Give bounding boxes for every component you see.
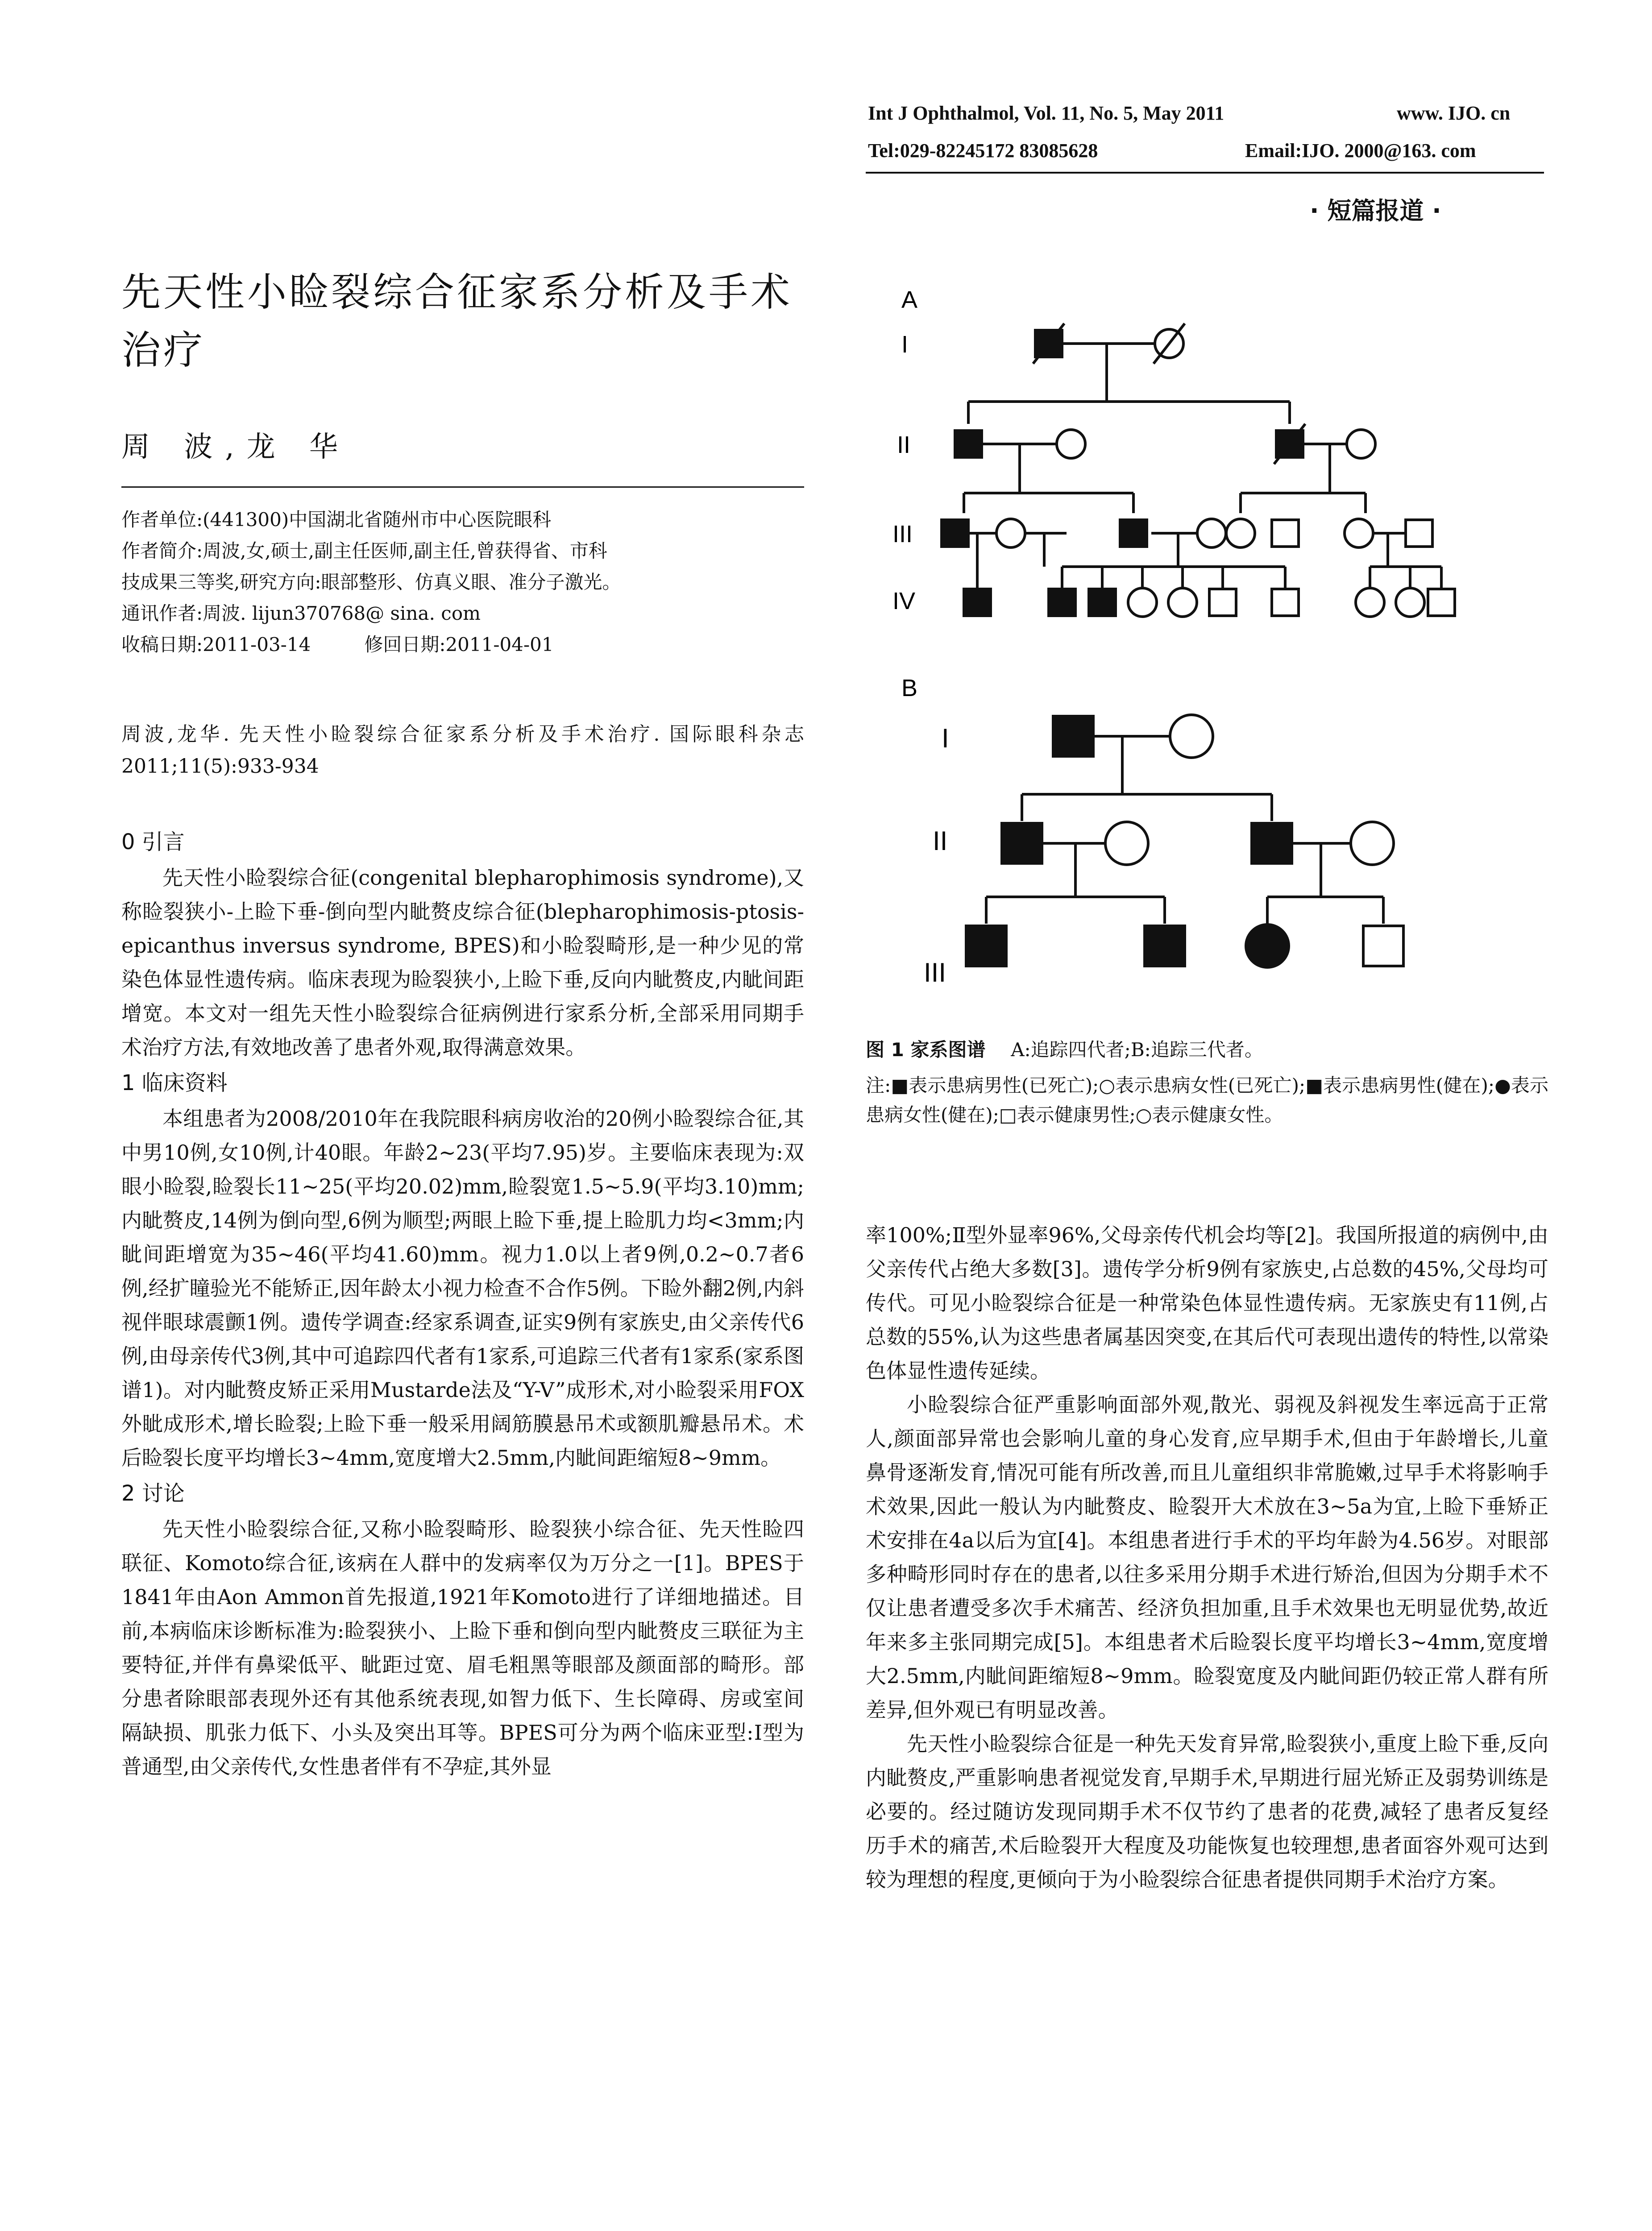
section-tag: · 短篇报道 ·: [1310, 197, 1441, 225]
a2-healthy-female-2: [1347, 430, 1375, 458]
right-paragraph-2: 先天性小睑裂综合征是一种先天发育异常,睑裂狭小,重度上睑下垂,反向内眦赘皮,严重影响患者视觉发育,早期手术,早期进行屈光矫正及弱势训练是必要的。经过随访发现同期手术不仅节约了患者的花费,减轻了患者反复经历手术的痛苦,术后睑裂开大程度及功能恢复也较理想,患者面容外观可达到较为理想的程度,更倾向于为小睑裂综合征患者提供同期手术治疗方案。: [866, 1732, 1548, 1891]
a3-healthy-male-2: [1406, 520, 1432, 547]
a3-affected-male-2: [1120, 520, 1147, 547]
clinical-heading: 1 临床资料: [121, 1070, 228, 1095]
affiliation: 作者单位:(441300)中国湖北省随州市中心医院眼科: [121, 509, 552, 531]
header-rule: [866, 172, 1544, 174]
left-column: [121, 823, 804, 1783]
b3-affected-male-2: [1145, 926, 1185, 966]
a2-healthy-female: [1057, 430, 1085, 458]
b3-affected-male-1: [966, 926, 1006, 966]
pedigree-a-gen-3: III: [892, 521, 913, 547]
author-info: [121, 504, 621, 660]
revised-date: 修回日期:2011-04-01: [364, 634, 554, 655]
a3-healthy-female-1: [996, 519, 1025, 547]
a4-healthy-male-1: [1209, 589, 1236, 616]
a4-affected-male-1: [964, 589, 991, 616]
b3-healthy-male: [1363, 926, 1403, 966]
intro-heading: 0 引言: [121, 829, 185, 854]
a4-affected-male-2: [1049, 589, 1075, 616]
pedigree-figure: [875, 268, 1526, 1022]
right-paragraph-0: 率100%;Ⅱ型外显率96%,父母亲传代机会均等[2]。我国所报道的病例中,由父亲传代占绝大多数[3]。遗传学分析9例有家族史,占总数的45%,父母均可传代。可见小睑裂综合征是一种常染色体显性遗传病。无家族史有11例,占总数的55%,认为这些患者属基因突变,在其后代可表现出遗传的特性,以常染色体显性遗传延续。: [866, 1223, 1548, 1383]
figure-caption: [866, 1035, 1548, 1065]
right-paragraph-1: 小睑裂综合征严重影响面部外观,散光、弱视及斜视发生率远高于正常人,颜面部异常也会影响儿童的身心发育,应早期手术,但由于年龄增长,儿童鼻骨逐渐发育,情况可能有所改善,而且儿童组织非常脆嫩,过早手术将影响手术效果,因此一般认为内眦赘皮、睑裂开大术放在3~5a为宜,上睑下垂矫正术安排在4a以后为宜[4]。本组患者进行手术的平均年龄为4.56岁。对眼部多种畸形同时存在的患者,以往多采用分期手术进行矫治,但因为分期手术不仅让患者遭受多次手术痛苦、经济负担加重,且手术效果也无明显优势,故近年来多主张同期完成[5]。本组患者术后睑裂长度平均增长3~4mm,宽度增大2.5mm,内眦间距缩短8~9mm。睑裂宽度及内眦间距仍较正常人群有所差异,但外观已有明显改善。: [866, 1393, 1548, 1722]
journal-email: Email:IJO. 2000@163. com: [1245, 140, 1476, 162]
pedigree-b-gen-1: I: [942, 723, 949, 753]
a3-healthy-male-1: [1272, 520, 1299, 547]
b2-healthy-female-1: [1105, 822, 1148, 865]
discussion-heading: 2 讨论: [121, 1481, 185, 1506]
b2-healthy-female-2: [1351, 822, 1394, 865]
figure-caption-label: 图 1 家系图谱: [866, 1039, 986, 1061]
author-bio-line1: 作者简介:周波,女,硕士,副主任医师,副主任,曾获得省、市科: [121, 540, 607, 562]
pedigree-b-gen-2: II: [933, 826, 948, 856]
article-title: 先天性小睑裂综合征家系分析及手术治疗: [121, 269, 793, 373]
panel-a-label: A: [901, 286, 918, 313]
b2-affected-male-2: [1252, 823, 1292, 863]
pedigree-a-gen-1: I: [901, 331, 909, 358]
citation: 周波,龙华. 先天性小睑裂综合征家系分析及手术治疗. 国际眼科杂志 2011;11(5):933-934: [121, 723, 804, 778]
corresponding-author: 通讯作者:周波. lijun370768@ sina. com: [121, 602, 481, 624]
intro-paragraph: 先天性小睑裂综合征(congenital blepharophimosis syndrome),又称睑裂狭小-上睑下垂-倒向型内眦赘皮综合征(blepharophimosis-ptosis-epicanthus inversus syndrome, BPES)和小睑裂畸形,是一种少见的常染色体显性遗传病。临床表现为睑裂狭小,上睑下垂,反向内眦赘皮,内眦间距增宽。本文对一组先天性小睑裂综合征病例进行家系分析,全部采用同期手术治疗方法,有效地改善了患者外观,取得满意效果。: [121, 866, 804, 1059]
b3-affected-female: [1246, 925, 1289, 967]
a4-healthy-female-1: [1128, 588, 1157, 617]
a4-healthy-female-4: [1396, 588, 1424, 617]
b2-affected-male-1: [1002, 823, 1042, 863]
a3-healthy-female-3: [1226, 519, 1255, 547]
dates: [121, 629, 621, 660]
received-date: 收稿日期:2011-03-14: [121, 634, 311, 655]
a4-healthy-female-3: [1356, 588, 1384, 617]
figure-note: 注:■表示患病男性(已死亡);○表示患病女性(已死亡);■表示患病男性(健在);●表示患病女性(健在);□表示健康男性;○表示健康女性。: [866, 1074, 1548, 1126]
a4-affected-male-3: [1089, 589, 1116, 616]
journal-website: www. IJO. cn: [1397, 102, 1511, 124]
figure-caption-text: A:追踪四代者;B:追踪三代者。: [1011, 1039, 1263, 1061]
a3-healthy-female-2: [1197, 519, 1226, 547]
right-column: [866, 1218, 1548, 1896]
title-rule: [121, 486, 804, 488]
pedigree-a-gen-2: II: [897, 431, 911, 458]
a3-healthy-female-4: [1345, 519, 1373, 547]
author-bio-line2: 技成果三等奖,研究方向:眼部整形、仿真义眼、准分子激光。: [121, 571, 621, 593]
b1-affected-male: [1053, 716, 1093, 756]
a4-healthy-male-3: [1428, 589, 1455, 616]
a2-affected-male: [955, 431, 982, 457]
pedigree-a-gen-4: IV: [892, 588, 916, 614]
a4-healthy-male-2: [1272, 589, 1299, 616]
journal-citation-header: Int J Ophthalmol, Vol. 11, No. 5, May 2011: [868, 102, 1224, 124]
discussion-paragraph: 先天性小睑裂综合征,又称小睑裂畸形、睑裂狭小综合征、先天性睑四联征、Komoto综合征,该病在人群中的发病率仅为万分之一[1]。BPES于1841年由Aon Ammon首先报道,1921年Komoto进行了详细地描述。目前,本病临床诊断标准为:睑裂狭小、上睑下垂和倒向型内眦赘皮三联征为主要特征,并伴有鼻梁低平、眦距过宽、眉毛粗黑等眼部及颜面部的畸形。部分患者除眼部表现外还有其他系统表现,如智力低下、生长障碍、房或室间隔缺损、肌张力低下、小头及突出耳等。BPES可分为两个临床亚型:Ⅰ型为普通型,由父亲传代,女性患者伴有不孕症,其外显: [121, 1517, 804, 1779]
clinical-paragraph: 本组患者为2008/2010年在我院眼科病房收治的20例小睑裂综合征,其中男10例,女10例,计40眼。年龄2~23(平均7.95)岁。主要临床表现为:双眼小睑裂,睑裂长11~25(平均20.02)mm,睑裂宽1.5~5.9(平均3.10)mm;内眦赘皮,14例为倒向型,6例为顺型;两眼上睑下垂,提上睑肌力均<3mm;内眦间距增宽为35~46(平均41.60)mm。视力1.0以上者9例,0.2~0.7者6例,经扩瞳验光不能矫正,因年龄太小视力检查不合作5例。下睑外翻2例,内斜视伴眼球震颤1例。遗传学调查:经家系调查,证实9例有家族史,由父亲传代6例,由母亲传代3例,其中可追踪四代者有1家系,可追踪三代者有1家系(家系图谱1)。对内眦赘皮矫正采用Mustarde法及“Y-V”成形术,对小睑裂采用FOX外眦成形术,增长睑裂;上睑下垂一般采用阔筋膜悬吊术或额肌瓣悬吊术。术后睑裂长度平均增长3~4mm,宽度增大2.5mm,内眦间距缩短8~9mm。: [121, 1107, 804, 1470]
panel-b-label: B: [901, 675, 918, 701]
article-authors: 周 波,龙 华: [121, 431, 351, 464]
journal-telephone: Tel:029-82245172 83085628: [868, 140, 1098, 162]
a4-healthy-female-2: [1168, 588, 1197, 617]
b1-healthy-female: [1170, 715, 1213, 758]
pedigree-b-gen-3: III: [924, 958, 946, 987]
a3-affected-male-1: [942, 520, 968, 547]
